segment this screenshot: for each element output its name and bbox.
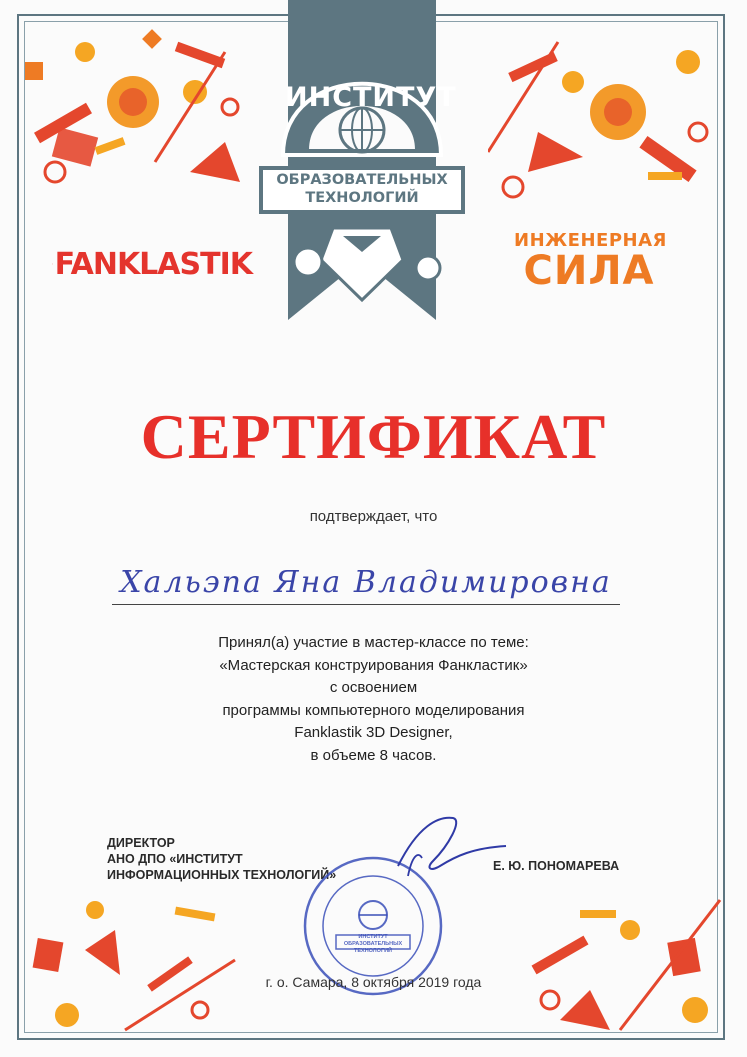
name-underline — [112, 604, 620, 605]
banner-title: ИНСТИТУТ — [285, 82, 457, 113]
director-signature — [378, 806, 508, 886]
inzhenernaya-sila-logo — [514, 230, 667, 294]
body-line: в объеме 8 часов. — [310, 746, 437, 764]
banner-subtitle-2: ТЕХНОЛОГИЙ — [305, 190, 419, 206]
director-line: ИНФОРМАЦИОННЫХ ТЕХНОЛОГИЙ» — [107, 868, 337, 882]
top-right-ornament — [488, 22, 724, 207]
recipient-name: Хальэпа Яна Владимировна — [120, 565, 612, 600]
fanklastik-logo — [52, 236, 252, 292]
director-line: АНО ДПО «ИНСТИТУТ — [107, 852, 243, 866]
certificate-body — [0, 632, 747, 767]
director-line: ДИРЕКТОР — [107, 836, 175, 850]
fanklastik-logo-text: FANKLASTIK — [54, 246, 252, 282]
place-and-date: г. о. Самара, 8 октября 2019 года — [265, 974, 482, 990]
fanklastik-mark-icon — [52, 242, 53, 286]
confirm-text: подтверждает, что — [309, 508, 438, 525]
body-line: программы компьютерного моделирования — [222, 701, 525, 719]
top-left-ornament — [25, 22, 260, 202]
body-line: с освоением — [329, 679, 418, 696]
bottom-left-ornament — [25, 890, 240, 1035]
stamp-text: ИНСТИТУТ ОБРАЗОВАТЕЛЬНЫХ ТЕХНОЛОГИЙ — [343, 934, 403, 954]
certificate-title: СЕРТИФИКАТ — [140, 401, 607, 472]
director-name: Е. Ю. ПОНОМАРЕВА — [493, 859, 620, 873]
institute-banner — [253, 0, 471, 340]
logo-right-line2: СИЛА — [523, 248, 655, 294]
body-line: Fanklastik 3D Designer, — [294, 724, 453, 741]
body-line: «Мастерская конструирования Фанкластик» — [219, 656, 528, 674]
logo-right-line1: ИНЖЕНЕРНАЯ — [514, 230, 667, 251]
body-line: Принял(а) участие в мастер-классе по теме: — [218, 634, 529, 651]
bottom-right-ornament — [520, 890, 724, 1035]
banner-subtitle-1: ОБРАЗОВАТЕЛЬНЫХ — [276, 172, 448, 188]
